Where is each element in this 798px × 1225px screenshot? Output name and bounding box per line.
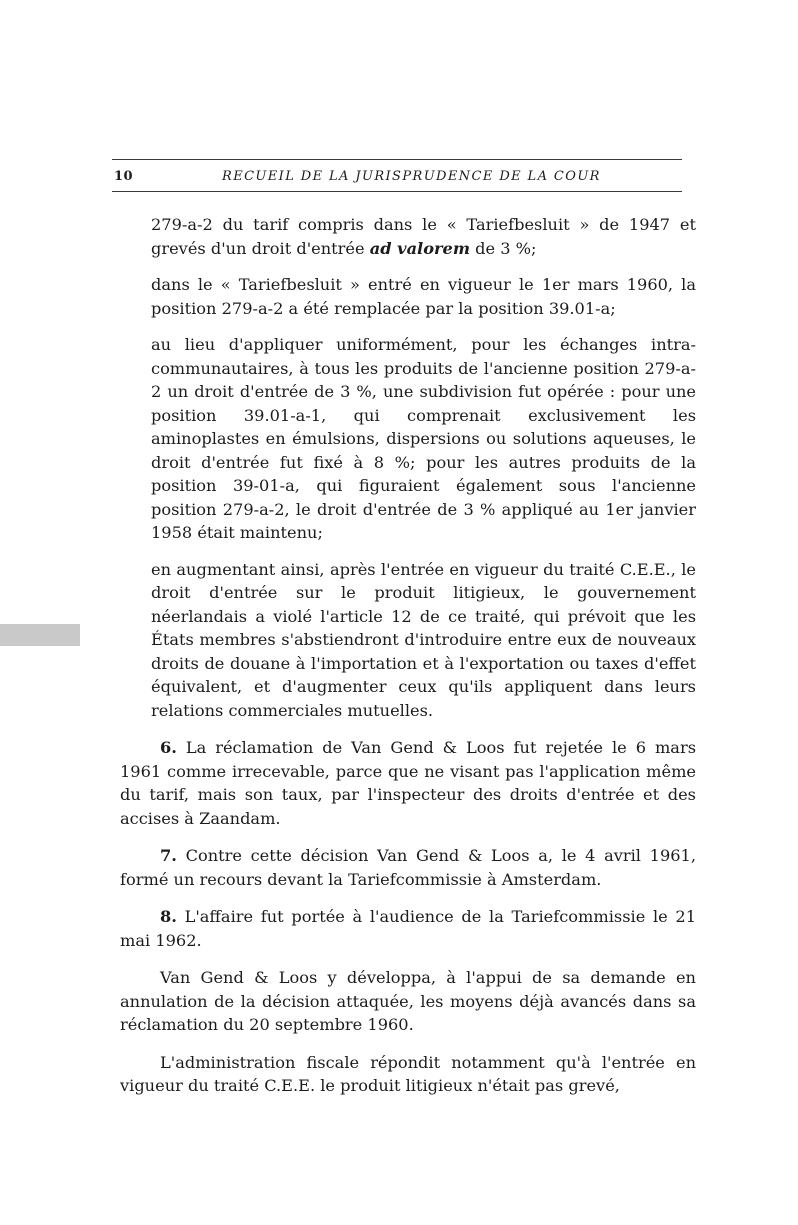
page-number: 10 [114, 169, 134, 184]
numbered-paragraph-7 [120, 844, 696, 891]
document-body [120, 213, 696, 1098]
header-rule-top [112, 159, 682, 160]
paragraph-text: de 3 %; [469, 238, 537, 258]
quoted-paragraph-3: au lieu d'appliquer uniformément, pour les échanges intra-communautaires, à tous les produits de l'ancienne position 279-a-2 un droit d'entrée de 3 %, une subdivision fut opérée : pour une position 39.01-a-1, qui comprenait exclusivement les aminoplastes en émulsions, dispersions ou solutions aqueuses, le droit d'entrée fut fixé à 8 %; pour les autres produits de la position 39-01-a, qui figuraient également sous l'ancienne position 279-a-2, le droit d'entrée de 3 % appliqué au 1er janvier 1958 était maintenu; [151, 335, 696, 542]
paragraph-text: La réclamation de Van Gend & Loos fut rejetée le 6 mars 1961 comme irrecevable, parce que ne visant pas l'application même du tarif, mais son taux, par l'inspecteur des droits d'entrée et des accises à Zaandam. [120, 738, 696, 828]
paragraph-number: 7. [160, 846, 177, 865]
header-rule-bottom [112, 191, 682, 192]
paragraph-van-gend-arguments: Van Gend & Loos y développa, à l'appui de sa demande en annulation de la décision attaquée, les moyens déjà avancés dans sa réclamation du 20 septembre 1960. [120, 968, 696, 1034]
margin-thumb-tab [0, 624, 80, 646]
paragraph-number: 8. [160, 907, 177, 926]
paragraph-text: 279-a-2 du tarif compris dans le « Tariefbesluit » de 1947 et grevés d'un droit d'entrée [151, 215, 696, 258]
quoted-paragraph-1 [151, 213, 696, 260]
italic-phrase: ad valorem [369, 238, 470, 258]
numbered-paragraph-8 [120, 905, 696, 952]
paragraph-text: Contre cette décision Van Gend & Loos a, le 4 avril 1961, formé un recours devant la Tariefcommissie à Amsterdam. [120, 846, 696, 889]
paragraph-text: L'affaire fut portée à l'audience de la Tariefcommissie le 21 mai 1962. [120, 907, 696, 950]
quoted-paragraph-2: dans le « Tariefbesluit » entré en vigueur le 1er mars 1960, la position 279-a-2 a été remplacée par la position 39.01-a; [151, 275, 696, 318]
running-title: RECUEIL DE LA JURISPRUDENCE DE LA COUR [222, 169, 601, 184]
numbered-paragraph-6 [120, 736, 696, 830]
paragraph-number: 6. [160, 738, 177, 757]
quoted-paragraph-4: en augmentant ainsi, après l'entrée en vigueur du traité C.E.E., le droit d'entrée sur le produit litigieux, le gouvernement néerlandais a violé l'article 12 de ce traité, qui prévoit que les États membres s'abstiendront d'introduire entre eux de nouveaux droits de douane à l'importation et à l'exportation ou taxes d'effet équivalent, et d'augmenter ceux qu'ils appliquent dans leurs relations commerciales mutuelles. [151, 559, 696, 720]
paragraph-administration-response: L'administration fiscale répondit notamment qu'à l'entrée en vigueur du traité C.E.E. le produit litigieux n'était pas grevé, [120, 1052, 696, 1095]
